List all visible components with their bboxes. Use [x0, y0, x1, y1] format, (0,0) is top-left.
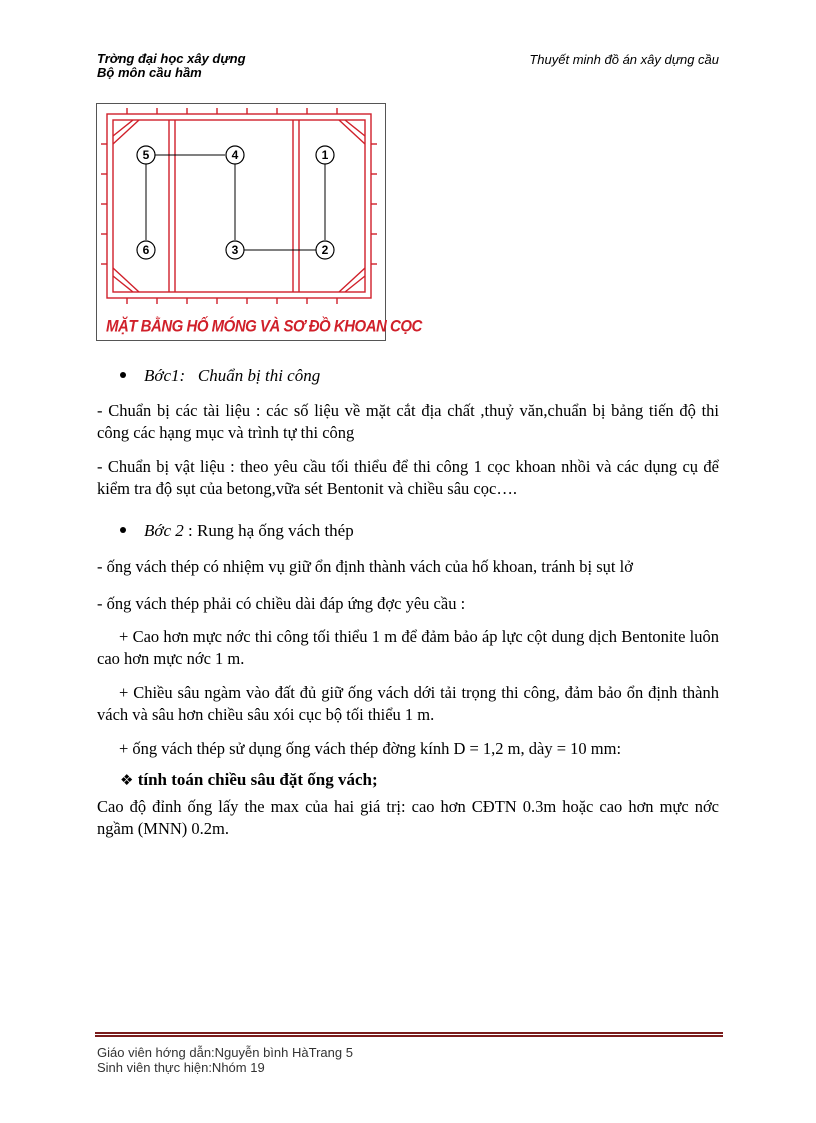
section-title: tính toán chiều sâu đặt ống vách;: [137, 770, 378, 789]
pile-label-6: 6: [142, 243, 150, 257]
footer-rule: [95, 1032, 723, 1037]
header-document-title: Thuyết minh đồ án xây dựng cầu: [529, 52, 719, 67]
diamond-bullet-icon: ❖: [120, 771, 134, 789]
bullet-icon: [120, 372, 126, 378]
paragraph-casing-role: - ống vách thép có nhiệm vụ giữ ổn định thành vách của hố khoan, tránh bị sụt lở: [97, 557, 633, 576]
section-heading: [120, 770, 378, 790]
header-school-name: Trờng đại học xây dựng: [97, 51, 246, 66]
paragraph-casing-length: - ống vách thép phải có chiều dài đáp ứng đợc yêu cầu :: [97, 594, 466, 613]
header-school: [97, 52, 246, 80]
paragraph-casing-diameter: + ống vách thép sử dụng ống vách thép đờng kính D = 1,2 m, dày = 10 mm:: [119, 739, 622, 758]
step-2-label: Bớc 2: [144, 521, 184, 540]
pit-plan-figure: [96, 103, 422, 341]
footer-instructor: Giáo viên hớng dẫn:Nguyễn bình HàTrang 5: [97, 1045, 353, 1060]
paragraph-water-level: + Cao hơn mực nớc thi công tối thiểu 1 m để đảm bảo áp lực cột dung dịch Bentonite luôn cao hơn mực nớc 1 m.: [97, 627, 719, 668]
footer-students: Sinh viên thực hiện:Nhóm 19: [97, 1060, 265, 1075]
header-department: Bộ môn cầu hầm: [97, 65, 202, 80]
figure-caption: MẶT BẰNG HỐ MÓNG VÀ SƠ ĐỒ KHOAN CỌC: [106, 317, 422, 336]
paragraph-embedment: + Chiều sâu ngàm vào đất đủ giữ ống vách dới tải trọng thi công, đảm bảo ổn định thành vách và sâu hơn chiều sâu xói cục bộ tối thiểu 1 m.: [97, 683, 719, 724]
pile-label-2: 2: [321, 243, 329, 257]
step-1-title: Chuẩn bị thi công: [197, 366, 321, 385]
paragraph-top-level: Cao độ đỉnh ống lấy the max của hai giá trị: cao hơn CĐTN 0.3m hoặc cao hơn mực nớc ngầm (MNN) 0.2m.: [97, 797, 719, 838]
step-2-heading: [120, 521, 354, 541]
paragraph-documents: - Chuẩn bị các tài liệu : các số liệu về mặt cắt địa chất ,thuỷ văn,chuẩn bị bảng tiến độ thi công các hạng mục và trình tự thi công: [97, 401, 719, 442]
pile-label-4: 4: [231, 148, 239, 162]
pile-label-5: 5: [142, 148, 150, 162]
step-1-heading: [120, 366, 320, 386]
bullet-icon: [120, 527, 126, 533]
step-2-title: : Rung hạ ống vách thép: [188, 521, 354, 540]
pile-label-1: 1: [321, 148, 329, 162]
pile-label-3: 3: [231, 243, 239, 257]
pit-plan-drawing: [97, 104, 422, 340]
paragraph-materials: - Chuẩn bị vật liệu : theo yêu cầu tối thiểu để thi công 1 cọc khoan nhồi và các dụng cụ để kiểm tra độ sụt của betong,vữa sét Bentonit và chiều sâu cọc….: [97, 457, 719, 498]
step-1-label: Bớc1:: [144, 366, 186, 385]
